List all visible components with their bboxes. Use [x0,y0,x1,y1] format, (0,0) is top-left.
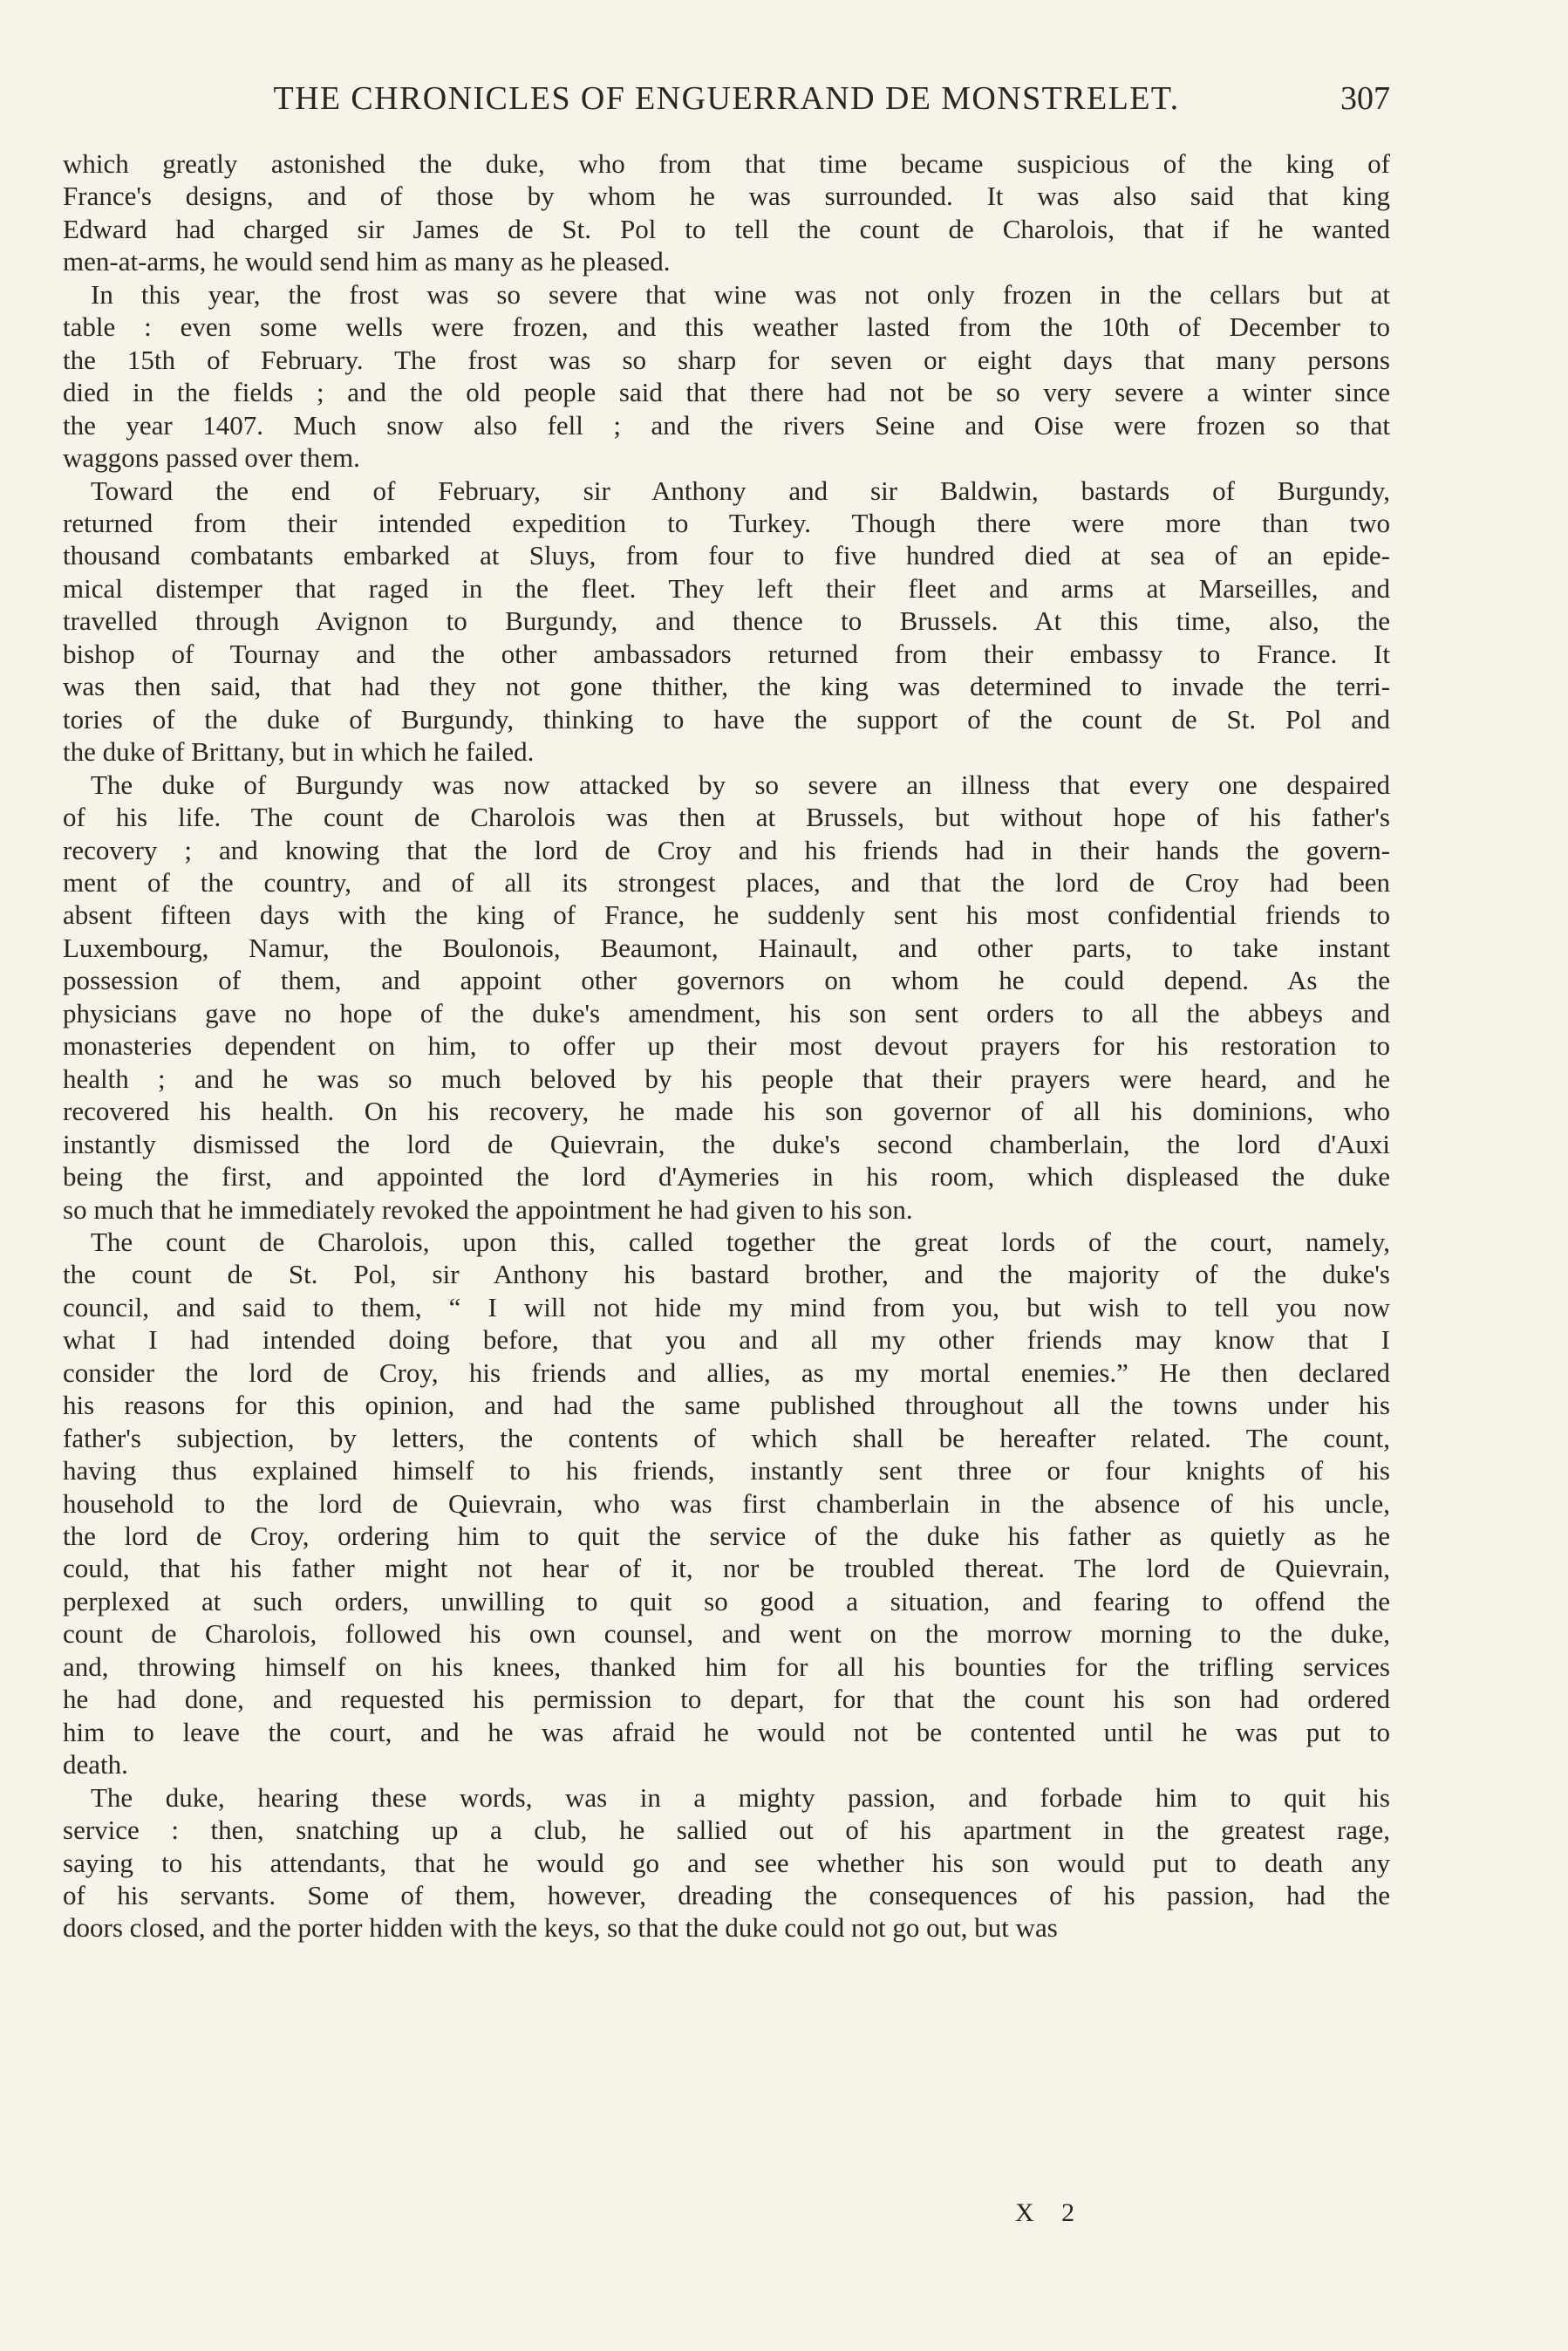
text-line: the 15th of February. The frost was so sharp for seven or eight days that many persons [63,344,1390,375]
page-number: 307 [1340,80,1390,117]
text-line: household to the lord de Quievrain, who was first chamberlain in the absence of his uncle, [63,1487,1390,1519]
text-line: consider the lord de Croy, his friends and allies, as my mortal enemies.” He then declared [63,1357,1390,1388]
text-line: of his life. The count de Charolois was then at Brussels, but without hope of his father's [63,802,1390,833]
text-line: table : even some wells were frozen, and this weather lasted from the 10th of December to [63,311,1390,343]
text-line: so much that he immediately revoked the appointment he had given to his son. [63,1193,913,1225]
text-line: Luxembourg, Namur, the Boulonois, Beaumont, Hainault, and other parts, to take instant [63,932,1390,963]
text-line: doors closed, and the porter hidden with the keys, so that the duke could not go out, but was [63,1912,1058,1944]
signature-mark: X 2 [1015,2198,1086,2227]
text-line: which greatly astonished the duke, who from that time became suspicious of the king of [63,148,1390,179]
text-line: possession of them, and appoint other governors on whom he could depend. As the [63,965,1390,996]
text-line: count de Charolois, followed his own counsel, and went on the morrow morning to the duke, [63,1618,1390,1650]
text-line: waggons passed over them. [63,442,360,474]
text-line: the count de St. Pol, sir Anthony his bastard brother, and the majority of the duke's [63,1259,1390,1290]
text-line: and, throwing himself on his knees, thanked him for all his bounties for the trifling services [63,1650,1390,1682]
text-line: perplexed at such orders, unwilling to quit so good a situation, and fearing to offend the [63,1585,1390,1616]
text-line: The count de Charolois, upon this, called together the great lords of the court, namely, [91,1226,1390,1257]
text-line: was then said, that had they not gone thither, the king was determined to invade the terri- [63,671,1390,702]
text-line: saying to his attendants, that he would go and see whether his son would put to death any [63,1847,1390,1878]
text-line: the duke of Brittany, but in which he failed. [63,736,535,768]
paragraph [63,475,1390,769]
text-line: could, that his father might not hear of it, nor be troubled thereat. The lord de Quievrain, [63,1553,1390,1584]
text-line: council, and said to them, “ I will not hide my mind from you, but wish to tell you now [63,1291,1390,1322]
text-line: him to leave the court, and he was afraid he would not be contented until he was put to [63,1716,1390,1747]
text-line: In this year, the frost was so severe that wine was not only frozen in the cellars but at [91,278,1390,310]
text-line: bishop of Tournay and the other ambassadors returned from their embassy to France. It [63,638,1390,669]
paragraph [63,769,1390,1226]
text-line: what I had intended doing before, that you and all my other friends may know that I [63,1324,1390,1356]
text-line: he had done, and requested his permission to depart, for that the count his son had ordered [63,1684,1390,1715]
body-text [63,147,1390,1944]
text-line: Toward the end of February, sir Anthony and sir Baldwin, bastards of Burgundy, [91,475,1390,506]
text-line: returned from their intended expedition to Turkey. Though there were more than two [63,507,1390,538]
text-line: travelled through Avignon to Burgundy, and thence to Brussels. At this time, also, the [63,605,1390,637]
running-title: THE CHRONICLES OF ENGUERRAND DE MONSTRELET. [273,80,1180,117]
text-line: The duke of Burgundy was now attacked by so severe an illness that every one despaired [91,769,1390,800]
text-line: of his servants. Some of them, however, dreading the consequences of his passion, had the [63,1880,1390,1911]
text-line: recovered his health. On his recovery, he made his son governor of all his dominions, who [63,1096,1390,1127]
text-line: mical distemper that raged in the fleet. They left their fleet and arms at Marseilles, and [63,572,1390,604]
paragraph [63,1781,1390,1944]
text-line: Edward had charged sir James de St. Pol to tell the count de Charolois, that if he wanted [63,213,1390,244]
text-line: service : then, snatching up a club, he sallied out of his apartment in the greatest rage, [63,1815,1390,1846]
text-line: physicians gave no hope of the duke's amendment, his son sent orders to all the abbeys and [63,997,1390,1029]
text-line: being the first, and appointed the lord d'Aymeries in his room, which displeased the duke [63,1161,1390,1193]
running-header [63,77,1390,120]
text-line: recovery ; and knowing that the lord de Croy and his friends had in their hands the govern- [63,834,1390,865]
text-line: The duke, hearing these words, was in a mighty passion, and forbade him to quit his [91,1781,1390,1813]
paragraph [63,1226,1390,1781]
text-line: absent fifteen days with the king of France, he suddenly sent his most confidential friends to [63,899,1390,931]
text-line: death. [63,1749,128,1780]
text-line: ment of the country, and of all its strongest places, and that the lord de Croy had been [63,866,1390,898]
text-line: father's subjection, by letters, the contents of which shall be hereafter related. The count, [63,1422,1390,1453]
paragraph [63,147,1390,278]
text-line: monasteries dependent on him, to offer up their most devout prayers for his restoration to [63,1030,1390,1062]
text-line: tories of the duke of Burgundy, thinking to have the support of the count de St. Pol and [63,703,1390,735]
paragraph [63,278,1390,475]
text-line: health ; and he was so much beloved by his people that their prayers were heard, and he [63,1063,1390,1094]
text-line: men-at-arms, he would send him as many as he pleased. [63,246,671,277]
text-line: instantly dismissed the lord de Quievrain, the duke's second chamberlain, the lord d'Auxi [63,1128,1390,1159]
text-line: his reasons for this opinion, and had the same published throughout all the towns under his [63,1390,1390,1421]
text-line: died in the fields ; and the old people said that there had not be so very severe a winter since [63,377,1390,408]
text-line: the year 1407. Much snow also fell ; and the rivers Seine and Oise were frozen so that [63,409,1390,441]
text-line: France's designs, and of those by whom he was surrounded. It was also said that king [63,181,1390,212]
text-line: thousand combatants embarked at Sluys, from four to five hundred died at sea of an epide- [63,540,1390,571]
text-line: the lord de Croy, ordering him to quit the service of the duke his father as quietly as he [63,1521,1390,1552]
text-line: having thus explained himself to his friends, instantly sent three or four knights of his [63,1455,1390,1486]
